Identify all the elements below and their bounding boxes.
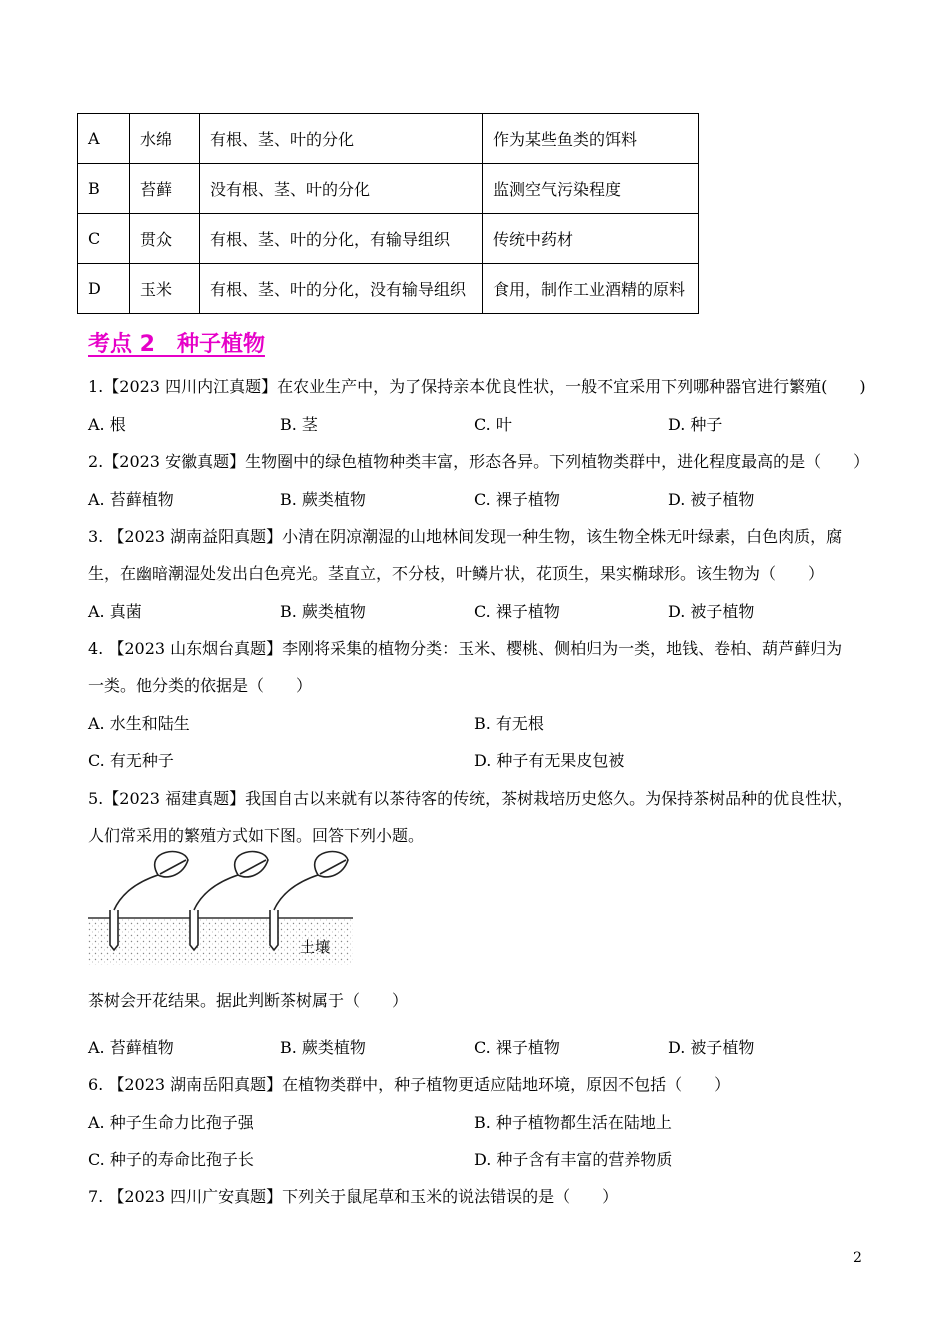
question-4-option-c: C. 有无种子: [88, 751, 174, 770]
question-4-option-a: A. 水生和陆生: [88, 714, 190, 733]
question-1-option-c: C. 叶: [474, 415, 512, 434]
question-3-stem-line1: 3. 【2023 湖南益阳真题】小清在阴凉潮湿的山地林间发现一种生物，该生物全株无叶绿素，白色肉质，腐: [88, 527, 843, 546]
question-4-option-b: B. 有无根: [474, 714, 544, 733]
question-3-option-d: D. 被子植物: [668, 602, 755, 621]
question-5-stem-line1: 5.【2023 福建真题】我国自古以来就有以茶待客的传统，茶树栽培历史悠久。为保持茶树品种的优良性状，: [88, 789, 854, 808]
table-cell: 苔藓: [130, 164, 200, 214]
question-1-stem: 1.【2023 四川内江真题】在农业生产中，为了保持亲本优良性状，一般不宜采用下列哪种器官进行繁殖( ): [88, 377, 866, 396]
table-cell: 有根、茎、叶的分化，没有输导组织: [200, 264, 483, 314]
table-cell: 有根、茎、叶的分化: [200, 114, 483, 164]
table-cell: 贯众: [130, 214, 200, 264]
question-2-stem: 2.【2023 安徽真题】生物圈中的绿色植物种类丰富，形态各异。下列植物类群中，进化程度最高的是（ ）: [88, 452, 870, 471]
question-1-option-b: B. 茎: [280, 415, 318, 434]
question-4-stem-line2: 一类。他分类的依据是（ ）: [88, 676, 313, 695]
question-6-option-c: C. 种子的寿命比孢子长: [88, 1150, 254, 1169]
table-cell: 玉米: [130, 264, 200, 314]
question-5-option-a: A. 苔藓植物: [88, 1038, 174, 1057]
question-3-option-c: C. 裸子植物: [474, 602, 560, 621]
table-cell: 作为某些鱼类的饵料: [483, 114, 699, 164]
page-number: 2: [853, 1250, 862, 1266]
table-row: [78, 114, 699, 164]
options-table: [77, 113, 699, 314]
question-2-option-b: B. 蕨类植物: [280, 490, 366, 509]
question-3-option-a: A. 真菌: [88, 602, 142, 621]
question-6-stem: 6. 【2023 湖南岳阳真题】在植物类群中，种子植物更适应陆地环境，原因不包括（ ）: [88, 1075, 731, 1094]
section-title: 考点 2 种子植物: [88, 332, 265, 357]
table-cell: 传统中药材: [483, 214, 699, 264]
table-cell: 有根、茎、叶的分化，有输导组织: [200, 214, 483, 264]
table-cell: 没有根、茎、叶的分化: [200, 164, 483, 214]
table-cell: 水绵: [130, 114, 200, 164]
tea-cutting-figure: [88, 850, 353, 965]
table-cell: D: [78, 264, 130, 314]
question-3-option-b: B. 蕨类植物: [280, 602, 366, 621]
question-2-option-d: D. 被子植物: [668, 490, 755, 509]
question-2-option-a: A. 苔藓植物: [88, 490, 174, 509]
table-cell: B: [78, 164, 130, 214]
table-row: [78, 264, 699, 314]
question-5-subquestion: 茶树会开花结果。据此判断茶树属于（ ）: [88, 991, 409, 1010]
question-3-stem-line2: 生，在幽暗潮湿处发出白色亮光。茎直立，不分枝，叶鳞片状，花顶生，果实椭球形。该生物为（ ）: [88, 564, 825, 583]
question-5-option-d: D. 被子植物: [668, 1038, 755, 1057]
question-2-option-c: C. 裸子植物: [474, 490, 560, 509]
table-row: [78, 164, 699, 214]
question-4-stem-line1: 4. 【2023 山东烟台真题】李刚将采集的植物分类：玉米、樱桃、侧柏归为一类，地钱、卷柏、葫芦藓归为: [88, 639, 843, 658]
question-5-option-b: B. 蕨类植物: [280, 1038, 366, 1057]
question-7-stem: 7. 【2023 四川广安真题】下列关于鼠尾草和玉米的说法错误的是（ ）: [88, 1187, 619, 1206]
table-row: [78, 214, 699, 264]
question-5-stem-line2: 人们常采用的繁殖方式如下图。回答下列小题。: [88, 826, 425, 845]
soil-label: 土壤: [300, 938, 331, 956]
question-6-option-b: B. 种子植物都生活在陆地上: [474, 1113, 672, 1132]
question-4-option-d: D. 种子有无果皮包被: [474, 751, 625, 770]
question-5-option-c: C. 裸子植物: [474, 1038, 560, 1057]
question-1-option-a: A. 根: [88, 415, 126, 434]
table-cell: 监测空气污染程度: [483, 164, 699, 214]
question-6-option-a: A. 种子生命力比孢子强: [88, 1113, 254, 1132]
table-cell: 食用，制作工业酒精的原料: [483, 264, 699, 314]
table-cell: C: [78, 214, 130, 264]
question-1-option-d: D. 种子: [668, 415, 723, 434]
question-6-option-d: D. 种子含有丰富的营养物质: [474, 1150, 673, 1169]
table-cell: A: [78, 114, 130, 164]
